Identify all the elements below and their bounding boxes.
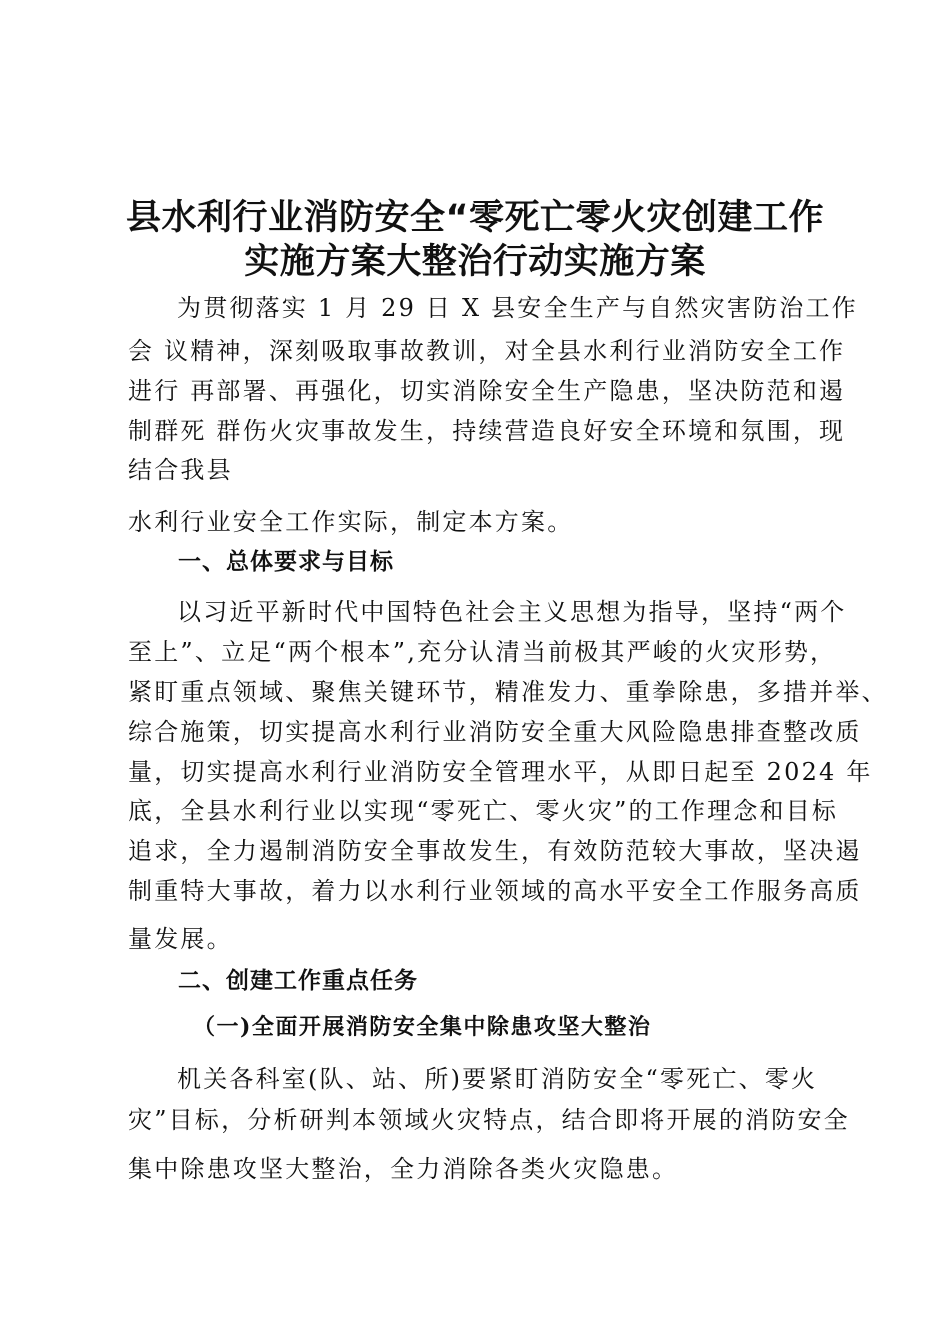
section-1-line-9: 量发展。	[128, 925, 233, 953]
document-title-line-1: 县水利行业消防安全“零死亡零火灾创建工作	[125, 198, 824, 238]
section-2-line-2: 灾”目标，分析研判本领域火灾特点，结合即将开展的消防安全	[128, 1106, 850, 1134]
section-1-line-3: 紧盯重点领域、聚焦关键环节，精准发力、重拳除患，多措并举、	[128, 678, 888, 706]
section-1-heading: 一、总体要求与目标	[178, 549, 394, 575]
section-2-subheading: （一)全面开展消防安全集中除患攻坚大整治	[193, 1014, 652, 1040]
intro-line-4: 制群死 群伤火灾事故发生，持续营造良好安全环境和氛围，现	[128, 417, 846, 445]
section-1-line-7: 追求，全力遏制消防安全事故发生，有效防范较大事故，坚决遏	[128, 837, 862, 865]
section-2-heading: 二、创建工作重点任务	[178, 968, 418, 994]
section-2-line-1: 机关各科室(队、站、所)要紧盯消防安全“零死亡、零火	[177, 1065, 818, 1093]
intro-line-1: 为贯彻落实 1 月 29 日 X 县安全生产与自然灾害防治工作	[177, 294, 858, 322]
intro-line-3: 进行 再部署、再强化，切实消除安全生产隐患，坚决防范和遏	[128, 377, 846, 405]
document-title-line-2: 实施方案大整治行动实施方案	[244, 242, 706, 282]
intro-line-2: 会 议精神，深刻吸取事故教训，对全县水利行业消防安全工作	[128, 337, 846, 365]
section-1-line-6: 底，全县水利行业以实现“零死亡、零火灾”的工作理念和目标	[128, 797, 839, 825]
section-1-line-4: 综合施策，切实提高水利行业消防安全重大风险隐患排查整改质	[128, 718, 862, 746]
intro-line-6: 水利行业安全工作实际，制定本方案。	[128, 508, 574, 536]
section-1-line-2: 至上”、立足“两个根本”,充分认清当前极其严峻的火灾形势，	[128, 638, 837, 666]
intro-line-5: 结合我县	[128, 456, 233, 484]
section-1-line-8: 制重特大事故，着力以水利行业领域的高水平安全工作服务高质	[128, 877, 862, 905]
section-2-line-3: 集中除患攻坚大整治，全力消除各类火灾隐患。	[128, 1155, 679, 1183]
section-1-line-1: 以习近平新时代中国特色社会主义思想为指导，坚持“两个	[177, 598, 847, 626]
section-1-line-5: 量，切实提高水利行业消防安全管理水平，从即日起至 2024 年	[128, 758, 873, 786]
